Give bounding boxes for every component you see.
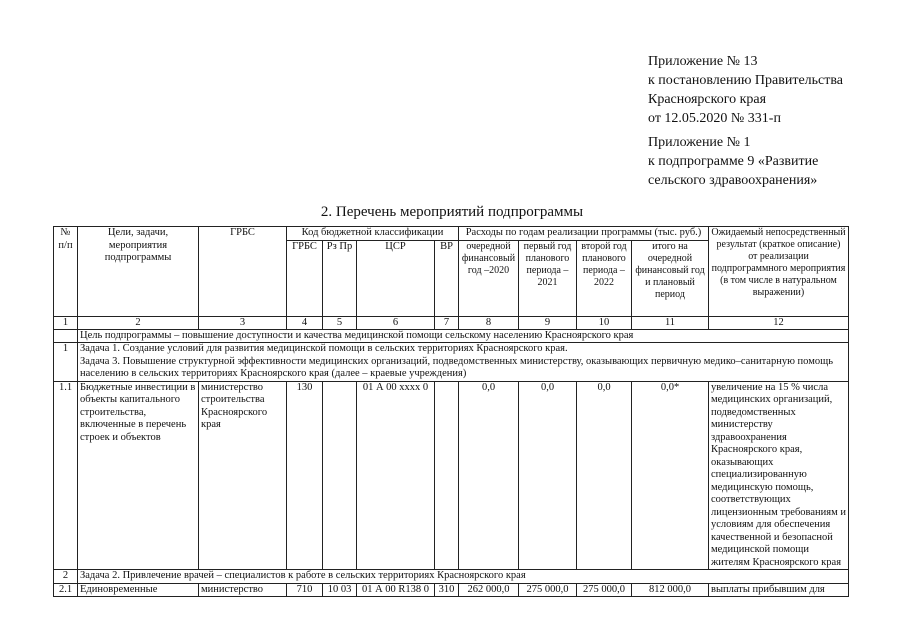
goal-row <box>54 329 849 343</box>
row-measure-name: Единовременные <box>78 583 199 597</box>
task-2-text: Задача 2. Привлечение врачей – специалистов к работе в сельских территориях Красноярского края <box>78 570 849 584</box>
row-grbs-code: 130 <box>287 381 323 570</box>
header-2022: второй год планового периода – 2022 <box>577 240 632 316</box>
row-num: 1.1 <box>54 381 78 570</box>
row-num: 2.1 <box>54 583 78 597</box>
appendix-13-line: к постановлению Правительства <box>648 73 844 88</box>
row-grbs: министерство строительства Красноярского края <box>199 381 287 570</box>
appendix-13-block <box>648 52 898 128</box>
appendix-1-line: сельского здравоохранения» <box>648 173 818 188</box>
column-number: 10 <box>577 316 632 329</box>
row-rz-pr: 10 03 <box>323 583 357 597</box>
task-1-line: Задача 1. Создание условий для развития медицинской помощи в сельских территориях Красноярского края. <box>80 343 568 354</box>
appendix-13-line: Приложение № 13 <box>648 54 758 69</box>
task-1-row <box>54 343 849 382</box>
header-grbs-code: ГРБС <box>287 240 323 316</box>
row-2021: 275 000,0 <box>519 583 577 597</box>
header-num: № п/п <box>54 227 78 317</box>
column-number: 3 <box>199 316 287 329</box>
row-2020: 262 000,0 <box>459 583 519 597</box>
task-2-num: 2 <box>54 570 78 584</box>
row-2022: 0,0 <box>577 381 632 570</box>
column-number: 12 <box>709 316 849 329</box>
document-title: 2. Перечень мероприятий подпрограммы <box>320 204 584 220</box>
column-number: 2 <box>78 316 199 329</box>
header-grbs: ГРБС <box>199 227 287 317</box>
task-1-num: 1 <box>54 343 78 382</box>
row-csr: 01 А 00 xxxx 0 <box>357 381 435 570</box>
column-number-row <box>54 316 849 329</box>
row-2020: 0,0 <box>459 381 519 570</box>
task-3-line: Задача 3. Повышение структурной эффективности медицинских организаций, подведомственных министерству, оказывающих первичную медико–санитарную помощь населению в сельских территориях Красноярского края (далее – краевые учреждения) <box>80 355 833 379</box>
header-vr: ВР <box>435 240 459 316</box>
header-result: Ожидаемый непосредственный результат (краткое описание) от реализации подпрограммного мероприятия (в том числе в натуральном выражении) <box>709 227 849 317</box>
row-vr: 310 <box>435 583 459 597</box>
column-number: 11 <box>632 316 709 329</box>
column-number: 4 <box>287 316 323 329</box>
appendix-1-block <box>648 133 898 190</box>
column-number: 7 <box>435 316 459 329</box>
appendix-13-line: от 12.05.2020 № 331-п <box>648 111 781 126</box>
row-grbs-code: 710 <box>287 583 323 597</box>
row-csr: 01 А 00 R138 0 <box>357 583 435 597</box>
row-result: увеличение на 15 % числа медицинских организаций, подведомственных министерству здравоохранения Красноярского края, оказывающих специализированную медицинскую помощь, соответствующих лицензионным требованиям и условиям для обеспечения качественной и безопасной медицинской помощи жителям Красноярского края <box>709 381 849 570</box>
appendix-13-line: Красноярского края <box>648 92 767 107</box>
row-result: выплаты прибывшим для <box>709 583 849 597</box>
goal-text: Цель подпрограммы – повышение доступности и качества медицинской помощи сельскому населению Красноярского края <box>78 329 849 343</box>
header-goals: Цели, задачи, мероприятия подпрограммы <box>78 227 199 317</box>
task-2-row <box>54 570 849 584</box>
header-2021: первый год планового периода – 2021 <box>519 240 577 316</box>
table-row <box>54 381 849 570</box>
row-2022: 275 000,0 <box>577 583 632 597</box>
header-expenses: Расходы по годам реализации программы (тыс. руб.) <box>459 227 709 241</box>
task-1-text <box>78 343 849 382</box>
measures-table <box>53 226 849 597</box>
table-row <box>54 583 849 597</box>
header-csr: ЦСР <box>357 240 435 316</box>
header-2020: очередной финансовый год –2020 <box>459 240 519 316</box>
goal-num-cell <box>54 329 78 343</box>
row-measure-name: Бюджетные инвестиции в объекты капитального строительства, включенные в перечень строек и объектов <box>78 381 199 570</box>
row-rz-pr <box>323 381 357 570</box>
row-2021: 0,0 <box>519 381 577 570</box>
header-budget-code: Код бюджетной классификации <box>287 227 459 241</box>
header-total: итого на очередной финансовый год и плановый период <box>632 240 709 316</box>
column-number: 6 <box>357 316 435 329</box>
row-total: 812 000,0 <box>632 583 709 597</box>
column-number: 5 <box>323 316 357 329</box>
column-number: 9 <box>519 316 577 329</box>
column-number: 8 <box>459 316 519 329</box>
appendix-1-line: к подпрограмме 9 «Развитие <box>648 154 819 169</box>
row-vr <box>435 381 459 570</box>
row-grbs: министерство <box>199 583 287 597</box>
appendix-1-line: Приложение № 1 <box>648 135 751 150</box>
column-number: 1 <box>54 316 78 329</box>
row-total: 0,0* <box>632 381 709 570</box>
header-rz-pr: Рз Пр <box>323 240 357 316</box>
